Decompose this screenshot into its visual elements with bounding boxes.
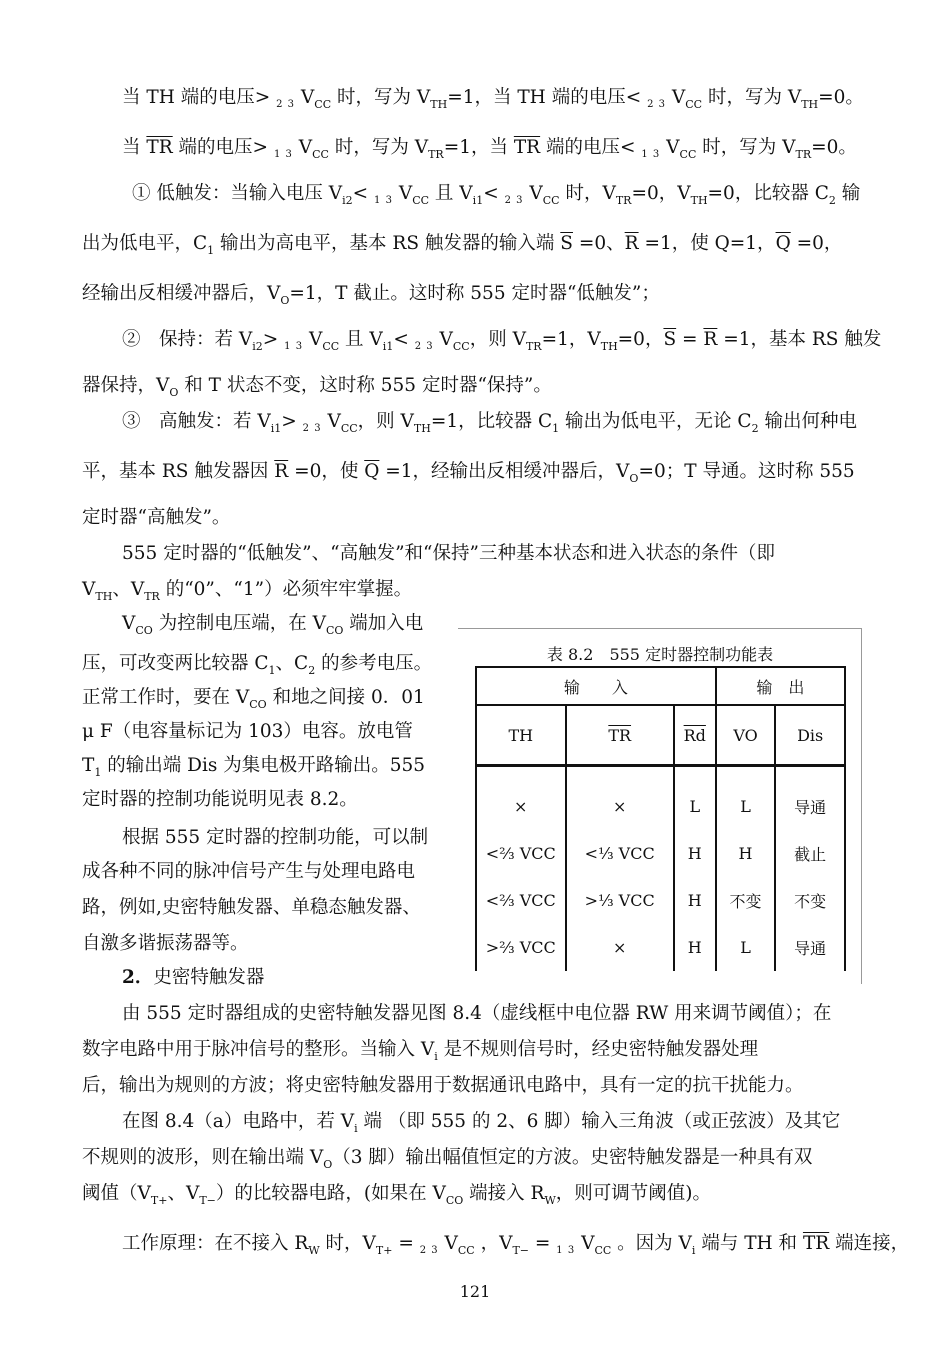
paragraph-principle: 工作原理：在不接入 $R_W$ 时，$V_{T+} = _{2 3}$ $V_{CC}$ ，$V_{T-} = _{1 3}$ $V_{CC}$ 。因为 $V_i$ 端与 TH 和 $\overline{TR}$ 端连接， bbox=[122, 1233, 910, 1257]
header-dis: Dis bbox=[775, 705, 845, 766]
frame-line bbox=[458, 628, 862, 629]
table-row bbox=[476, 924, 845, 971]
page-number: 121 bbox=[459, 1282, 491, 1301]
frame-line bbox=[861, 628, 862, 984]
document-page: 当 TH 端的电压> $_{2 3}$ $V_{CC}$ 时，写为 $V_{TH}=1$，当 TH 端的电压< $_{2 3}$ $V_{CC}$ 时，写为 $V_{TH}=0$。 当 $\overline{TR}$ 端的电压> $_{1 3}$ $V_{CC}$ 时，写为 $V_{TR}=1$，当 $\overline{TR}$ 端的电压< $_{1 3}$ $V_{CC}$ 时，写为 $V_{TR}=0$。 ① 低触发：当输入电压 $V_{i2}< _{1 3}$ $V_{CC}$ 且 $V_{i1}< _{2 3}$ $V_{CC}$ 时，$V_{TR}=0$，$V_{TH}=0$，比较器 $C_2$ 输 出为低电平，$C_1$ 输出为高电平，基本 RS 触发器的输入端 $\overline{S} =0$、$\overline{R} =1$，使 Q=1，$\overline{Q} =0$， 经输出反相缓冲器后，$V_O=1$，T 截止。这时称 555 定时器“低触发”； ② 保持：若 $V_{i2}> _{1 3}$ $V_{CC}$ 且 $V_{i1}< _{2 3}$ $V_{CC}$，则 $V_{TR}=1$，$V_{TH}=0$，$\overline{S} = \overline{R} =1$，基本 RS 触发 器保持，$V_O$ 和 T 状态不变，这时称 555 定时器“保持”。 ③ 高触发：若 $V_{i1}> _{2 3}$ $V_{CC}$，则 $V_{TH}=1$，比较器 $C_1$ 输出为低电平，无论 $C_2$ 输出何种电 平，基本 RS 触发器因 $\overline{R} =0$，使 $\overline{Q} =1$，经输出反相缓冲器后，$V_O=0$；T 导通。这时称 555 定时器“高触发”。 555 定时器的“低触发”、“高触发”和“保持”三种基本状态和进入状态的条件（即 $V_{TH}$、$V_{TR}$ 的“0”、“1”）必须牢牢掌握。 $V_{CO}$ 为控制电压端，在 $V_{CO}$ 端加入电 压，可改变两比较器 $C_1$、$C_2$ 的参考电压。 正常工作时，要在 $V_{CO}$ 和地之间接 0．01 μ F（电容量标记为 103）电容。放电管 $T_1$ 的输出端 Dis 为集电极开路输出。555 定时器的控制功能说明见表 8.2。 根据 555 定时器的控制功能，可以制 成各种不同的脉冲信号产生与处理电路电 路，例如,史密特触发器、单稳态触发器、 自激多谐振荡器等。 2．史密特触发器 由 555 定时器组成的史密特触发器见图 8.4（虚线框中电位器 RW 用来调节阈值）；在 数字电路中用于脉冲信号的整形。当输入 $V_i$ 是不规则信号时，经史密特触发器处理 后，输出为规则的方波；将史密特触发器用于数据通讯电路中，具有一定的抗干扰能力。 在图 8.4（a）电路中，若 $V_i$ 端 （即 555 的 2、6 脚）输入三角波（或正弦波）及其它 不规则的波形，则在输出端 $V_O(3$ 脚）输出幅值恒定的方波。史密特触发器是一种具有双 阈值（$V_{T+}$、$V_{T-}$）的比较器电路，(如果在 $V_{CO}$ 端接入 $R_W$，则可调节阈值)。 工作原理：在不接入 $R_W$ 时，$V_{T+} = _{2 3}$ $V_{CC}$ ，$V_{T-} = _{1 3}$ $V_{CC}$ 。因为 $V_i$ 端与 TH 和 $\overline{TR}$ 端连接， 表 8.2 555 定时器控制功能表 输 入 输 出 TH $\overline{TR}$ $\overline{Rd}$ VO Dis × × L L 导通 <⅔ VCC <⅓ VCC H H 截止 <⅔ VCC >⅓ VCC H 不变 不变 >⅔ VCC × H L 导通 121 bbox=[0, 0, 950, 1350]
cell-dis: 导通 bbox=[775, 924, 845, 971]
paragraph-tr-rule: 当 $\overline{TR}$ 端的电压> $_{1 3}$ $V_{CC}$ 时，写为 $V_{TR}=1$，当 $\overline{TR}$ 端的电压< $_{1 3}$ $V_{CC}$ 时，写为 $V_{TR}=0$。 bbox=[122, 137, 857, 161]
cell-rd: L bbox=[674, 766, 716, 831]
cell-dis: 不变 bbox=[775, 877, 845, 924]
table-row bbox=[476, 877, 845, 924]
header-output: 输 出 bbox=[716, 667, 845, 705]
control-function-table bbox=[475, 666, 846, 971]
cell-rd: H bbox=[674, 830, 716, 877]
cell-vo: 不变 bbox=[716, 877, 776, 924]
cell-rd: H bbox=[674, 924, 716, 971]
cell-tr: >⅓ VCC bbox=[566, 877, 674, 924]
cell-th: <⅔ VCC bbox=[476, 830, 566, 877]
table-header-row bbox=[476, 705, 845, 766]
header-th: TH bbox=[476, 705, 566, 766]
header-input: 输 入 bbox=[476, 667, 716, 705]
cell-tr: × bbox=[566, 924, 674, 971]
header-vo: VO bbox=[716, 705, 776, 766]
cell-rd: H bbox=[674, 877, 716, 924]
cell-vo: L bbox=[716, 924, 776, 971]
table-caption: 表 8.2 555 定时器控制功能表 bbox=[546, 645, 774, 664]
section-number: 2． bbox=[122, 967, 154, 988]
section-title: 史密特触发器 bbox=[153, 967, 265, 988]
cell-tr: <⅓ VCC bbox=[566, 830, 674, 877]
control-function-table-figure bbox=[458, 628, 862, 984]
cell-vo: H bbox=[716, 830, 776, 877]
cell-dis: 导通 bbox=[775, 766, 845, 831]
table-row bbox=[476, 830, 845, 877]
header-rd: $\overline{Rd}$ bbox=[674, 705, 716, 766]
cell-tr: × bbox=[566, 766, 674, 831]
cell-th: × bbox=[476, 766, 566, 831]
cell-th: >⅔ VCC bbox=[476, 924, 566, 971]
cell-th: <⅔ VCC bbox=[476, 877, 566, 924]
cell-dis: 截止 bbox=[775, 830, 845, 877]
paragraph-th-rule: 当 TH 端的电压> $_{2 3}$ $V_{CC}$ 时，写为 $V_{TH}=1$，当 TH 端的电压< $_{2 3}$ $V_{CC}$ 时，写为 $V_{TH}=0$。 bbox=[122, 87, 864, 111]
table-group-header-row bbox=[476, 667, 845, 705]
header-tr: $\overline{TR}$ bbox=[566, 705, 674, 766]
cell-vo: L bbox=[716, 766, 776, 831]
table-row bbox=[476, 766, 845, 831]
